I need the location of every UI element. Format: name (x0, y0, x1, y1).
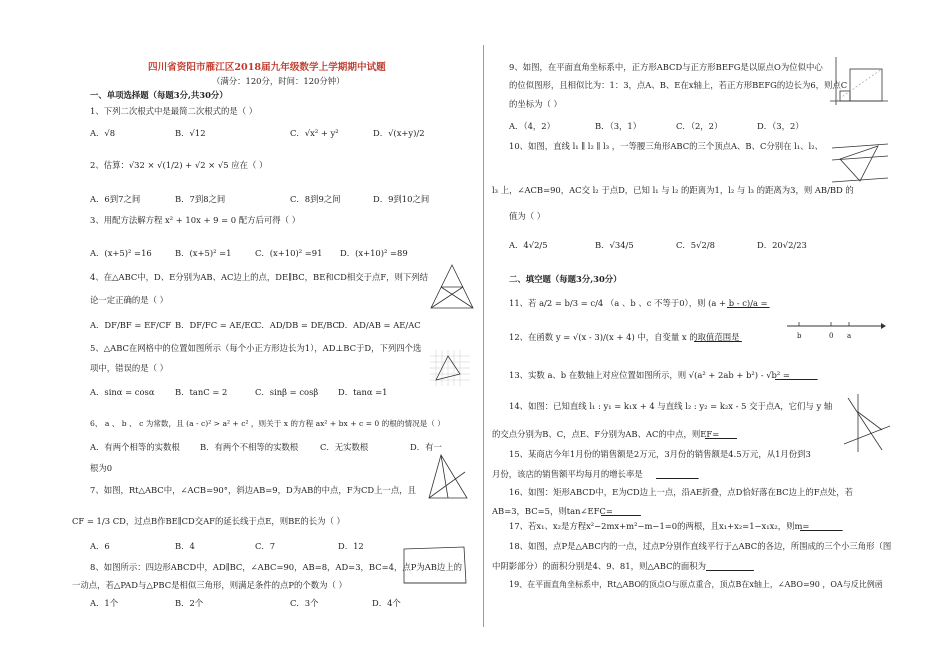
question-10-line3: 值为（ ） (509, 211, 546, 221)
q2-option-c: C．8到9之间 (290, 194, 341, 204)
q4-option-c: C．AD/DB = DE/BC (255, 320, 339, 330)
q10-option-b: B．√34/5 (595, 240, 634, 250)
question-12: 12、在函数 y = √(x - 3)/(x + 4) 中，自变量 x 的取值范围是 (509, 332, 740, 342)
q6-option-b: B．有两个不相等的实数根 (200, 442, 299, 452)
question-17: 17、若x₁、x₂是方程x²−2mx+m²−m−1=0的两根，且x₁+x₂=1−x₁x₂，则m= (509, 521, 810, 531)
q5-option-b: B．tanC = 2 (175, 387, 228, 397)
q9-option-d: D．（3，2） (757, 121, 804, 131)
column-divider (483, 45, 484, 627)
q14-answer-blank[interactable] (705, 429, 737, 440)
q8-option-a: A．1个 (90, 598, 119, 608)
question-6-line2: 根为0 (90, 463, 113, 473)
q17-answer-blank[interactable] (800, 521, 843, 532)
page-title: 四川省资阳市雁江区2018届九年级数学上学期期中试题 (148, 62, 386, 73)
question-7-line1: 7、如图，Rt△ABC中，∠ACB=90°，斜边AB=9，D为AB的中点，F为CD上一点，且 (90, 485, 416, 495)
question-16-line2: AB=3，BC=5，则tan∠EFC= (492, 506, 613, 516)
question-18-line1: 18、如图，点P是△ABC内的一点，过点P分别作直线平行于△ABC的各边，所围成的三个小三角形（图 (509, 541, 892, 551)
q5-option-c: C．sinβ = cosβ (255, 387, 319, 397)
q3-option-c: C．(x+10)² =91 (255, 248, 323, 258)
q18-answer-blank[interactable] (706, 561, 754, 572)
q9-option-c: C．（2，2） (676, 121, 723, 131)
q9-option-a: A．（4，2） (509, 121, 556, 131)
question-9-line1: 9、如图，在平面直角坐标系中，正方形ABCD与正方形BEFG是以原点O为位似中心 (509, 62, 823, 72)
q4-option-b: B．DF/FC = AE/EC (175, 320, 257, 330)
question-7-line2: CF = 1/3 CD，过点B作BE∥CD交AF的延长线于点E，则BE的长为（ ） (72, 516, 345, 526)
question-19: 19、在平面直角坐标系中，Rt△ABO的顶点O与原点重合，顶点B在x轴上，∠ABO=90 ，OA与反比例函 (509, 580, 883, 589)
q1-option-a: A．√8 (90, 128, 116, 138)
q10-option-c: C．5√2/8 (676, 240, 715, 250)
question-16-line1: 16、如图：矩形ABCD中，E为CD边上一点，沿AE折叠，点D恰好落在BC边上的F点处，若 (509, 487, 854, 497)
figure-q5-grid (430, 350, 470, 386)
q6-option-d: D．有一 (410, 442, 442, 452)
q4-option-a: A．DF/BF = EF/CF (90, 320, 172, 330)
q5-option-a: A．sinα = cosα (90, 387, 155, 397)
q7-option-a: A．6 (90, 541, 110, 551)
q2-option-a: A．6到7之间 (90, 194, 141, 204)
q7-option-c: C．7 (255, 541, 276, 551)
figure-q10-parallel-lines (830, 140, 890, 190)
question-4-line1: 4、在△ABC中，D、E分别为AB、AC边上的点，DE∥BC，BE和CD相交于点F，则下列结 (90, 272, 429, 282)
q11-answer-blank[interactable] (727, 298, 770, 309)
q10-option-a: A．4√2/5 (509, 240, 548, 250)
question-5-line2: 项中，错误的是（ ） (90, 363, 169, 373)
q6-option-a: A．有两个相等的实数根 (90, 442, 180, 452)
q6-option-c: C．无实数根 (320, 442, 369, 452)
figure-q7-triangle (425, 452, 471, 504)
numberline-label-a: a (847, 332, 852, 340)
q8-option-b: B．2个 (175, 598, 204, 608)
question-10-line2: l₃ 上，∠ACB=90，AC交 l₂ 于点D，已知 l₁ 与 l₂ 的距离为1，l₂ 与 l₃ 的距离为3，则 AB/BD 的 (492, 185, 854, 195)
figure-q9-squares (828, 55, 890, 107)
question-4-line2: 论一定正确的是（ ） (90, 295, 169, 305)
q5-option-d: D．tanα =1 (338, 387, 388, 397)
question-8-line2: 一动点，若△PAD与△PBC是相似三角形，则满足条件的点P的个数为（ ） (72, 580, 347, 590)
question-14-line1: 14、如图：已知直线 l₁ : y₁ = k₁x + 4 与直线 l₂ : y₂ = k₂x - 5 交于点A，它们与 y 轴 (509, 401, 833, 411)
figure-q14-lines (842, 392, 892, 454)
q12-answer-blank[interactable] (694, 332, 742, 343)
q2-option-d: D．9到10之间 (373, 194, 430, 204)
q1-option-c: C．√x² + y² (290, 128, 339, 138)
q2-option-b: B．7到8之间 (175, 194, 226, 204)
q8-option-c: C．3个 (290, 598, 319, 608)
question-8-line1: 8、如图所示：四边形ABCD中，AD∥BC，∠ABC=90，AB=8，AD=3，BC=4，点P为AB边上的 (90, 562, 463, 572)
question-14-line2: 的交点分别为B、C，点E、F分别为AB、AC的中点，则EF= (492, 429, 720, 439)
question-10-line1: 10、如图，直线 l₁ ∥ l₂ ∥ l₃ ，一等腰三角形ABC的三个顶点A、B、C分别在 l₁、l₂、 (509, 141, 823, 151)
q1-option-d: D．√(x+y)/2 (373, 128, 425, 138)
question-6-line1: 6、 a 、 b 、 c 为常数，且 (a - c)² > a² + c² ，则关于 x 的方程 ax² + bx + c = 0 的根的情况是（ ） (90, 419, 445, 428)
q1-option-b: B．√12 (175, 128, 206, 138)
figure-q4-triangle (427, 262, 477, 312)
section-1-heading: 一、单项选择题（每题3分,共30分） (90, 90, 228, 100)
numberline-label-b: b (797, 332, 802, 340)
question-5-line1: 5、△ABC在网格中的位置如图所示（每个小正方形边长为1），AD⊥BC于D，下列四个选 (90, 343, 422, 353)
q7-option-b: B．4 (175, 541, 195, 551)
q3-option-b: B．(x+5)² =1 (175, 248, 232, 258)
question-18-line2: 中阴影部分）的面积分别是4、9、81，则△ABC的面积为 (492, 561, 707, 571)
question-15-line1: 15、某商店今年1月份的销售额是2万元，3月份的销售额是4.5万元，从1月份到3 (509, 449, 811, 459)
q8-option-d: D．4个 (372, 598, 401, 608)
q3-option-d: D．(x+10)² =89 (340, 248, 408, 258)
q3-option-a: A．(x+5)² =16 (90, 248, 152, 258)
question-11: 11、若 a/2 = b/3 = c/4 （a 、b 、c 不等于0），则 (a + b - c)/a = (509, 298, 768, 308)
figure-q8-trapezoid (400, 545, 470, 587)
q9-option-b: B．（3，1） (595, 121, 642, 131)
numberline-label-0: 0 (829, 332, 834, 340)
q13-answer-blank[interactable] (775, 370, 818, 381)
q7-option-d: D．12 (338, 541, 364, 551)
q15-answer-blank[interactable] (656, 469, 699, 480)
section-2-heading: 二、填空题（每题3分,30分） (509, 274, 622, 284)
q10-option-d: D．20√2/23 (757, 240, 807, 250)
question-15-line2: 月份，该店的销售额平均每月的增长率是 (492, 469, 643, 479)
question-1: 1、下列二次根式中是最简二次根式的是（ ） (90, 106, 258, 116)
question-9-line2: 的位似图形，且相似比为：1：3，点A、B、E在x轴上，若正方形BEFG的边长为6，则点C (509, 80, 848, 90)
question-13: 13、实数 a、b 在数轴上对应位置如图所示，则 √(a² + 2ab + b²) - √b² = (509, 370, 790, 380)
page-subtitle: （满分：120分，时间：120分钟） (212, 76, 345, 86)
question-2: 2、估算：√32 × √(1/2) + √2 × √5 应在（ ） (90, 160, 268, 170)
question-9-line3: 的坐标为（ ） (509, 99, 562, 109)
question-3: 3、用配方法解方程 x² + 10x + 9 = 0 配方后可得（ ） (90, 215, 301, 225)
q16-answer-blank[interactable] (601, 506, 641, 517)
q4-option-d: D．AD/AB = AE/AC (338, 320, 421, 330)
